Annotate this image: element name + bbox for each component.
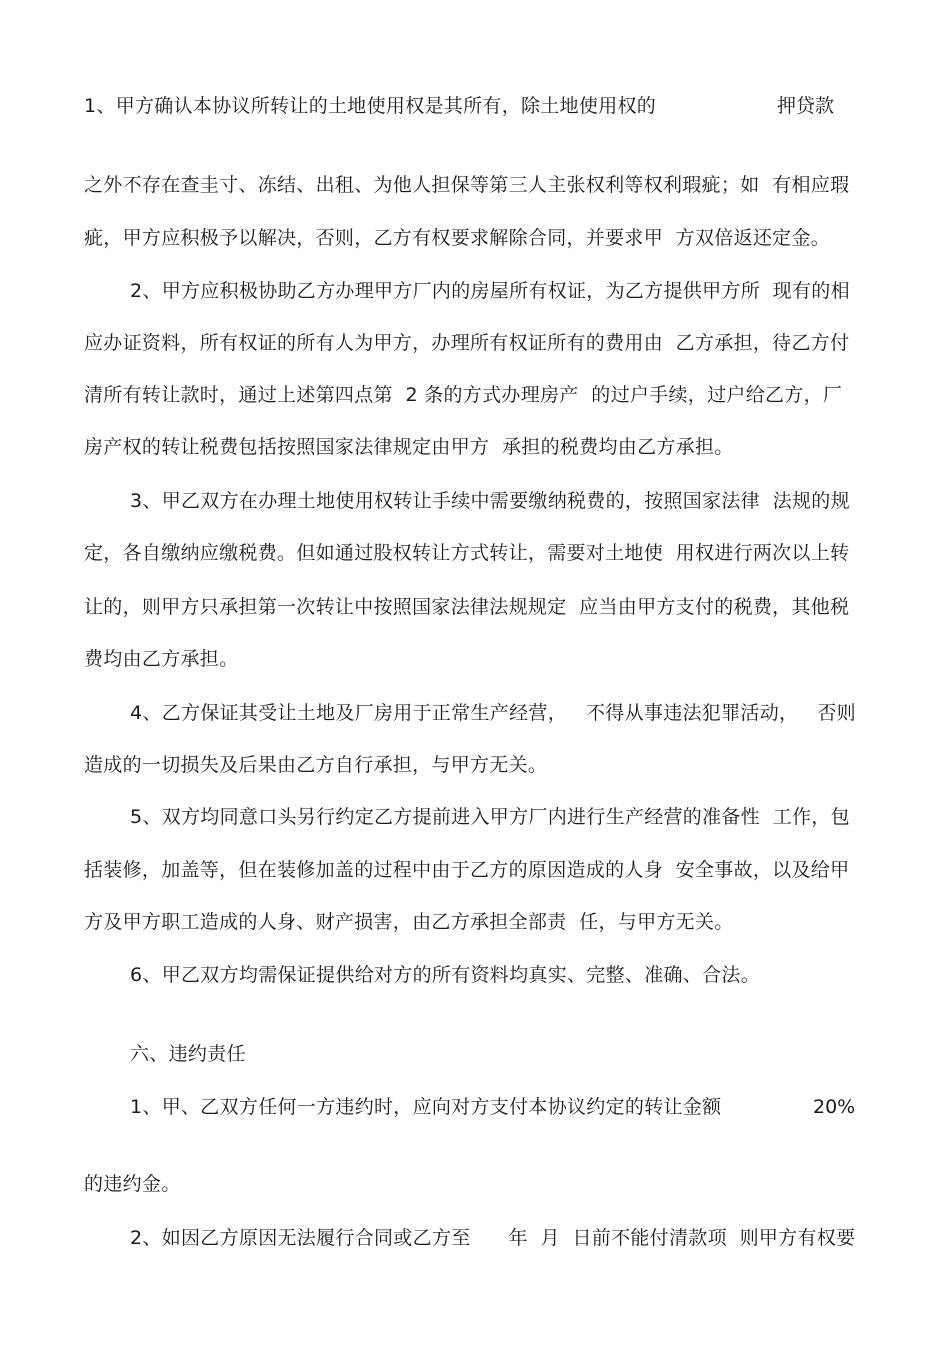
clause-2-line-1: 2、甲方应积极协助乙方办理甲方厂内的房屋所有权证，为乙方提供甲方所 现有的相 <box>130 280 850 302</box>
section-6-item-1-line-1: 1、甲、乙双方任何一方违约时，应向对方支付本协议约定的转让金额 <box>130 1096 722 1118</box>
clause-2-line-4: 房产权的转让税费包括按照国家法律规定由甲方 承担的税费均由乙方承担。 <box>84 436 734 458</box>
clause-2-line-2: 应办证资料，所有权证的所有人为甲方，办理所有权证所有的费用由 乙方承担，待乙方付 <box>84 332 850 354</box>
clause-1-line-1-right: 押贷款 <box>777 95 835 117</box>
clause-1-line-3: 疵，甲方应积极予以解决，否则，乙方有权要求解除合同，并要求甲 方双倍返还定金。 <box>84 227 831 249</box>
section-6-item-1-line-2: 的违约金。 <box>84 1173 181 1195</box>
clause-4-line-1: 4、乙方保证其受让土地及厂房用于正常生产经营， 不得从事违法犯罪活动， 否则 <box>130 702 856 724</box>
section-6-heading: 六、违约责任 <box>130 1043 246 1065</box>
clause-1-line-1: 1、甲方确认本协议所转让的土地使用权是其所有，除土地使用权的 <box>84 95 657 117</box>
section-6-item-2-line-1: 2、如因乙方原因无法履行合同或乙方至 年 月 日前不能付清款项 则甲方有权要 <box>130 1227 856 1249</box>
clause-3-line-3: 让的，则甲方只承担第一次转让中按照国家法律法规规定 应当由甲方支付的税费，其他税 <box>84 596 850 618</box>
clause-3-line-4: 费均由乙方承担。 <box>84 648 239 670</box>
clause-4-line-2: 造成的一切损失及后果由乙方自行承担，与甲方无关。 <box>84 754 548 776</box>
clause-6-line-1: 6、甲乙双方均需保证提供给对方的所有资料均真实、完整、准确、合法。 <box>130 964 760 986</box>
clause-5-line-2: 括装修，加盖等，但在装修加盖的过程中由于乙方的原因造成的人身 安全事故，以及给甲 <box>84 859 850 881</box>
clause-2-line-3: 清所有转让款时，通过上述第四点第 2 条的方式办理房产 的过户手续，过户给乙方，厂 <box>84 384 843 406</box>
clause-5-line-1: 5、双方均同意口头另行约定乙方提前进入甲方厂内进行生产经营的准备性 工作，包 <box>130 806 850 828</box>
clause-3-line-2: 定，各自缴纳应缴税费。但如通过股权转让方式转让，需要对土地使 用权进行两次以上转 <box>84 542 850 564</box>
clause-1-line-2: 之外不存在查圭寸、冻结、出租、为他人担保等第三人主张权利等权利瑕疵；如 有相应瑕 <box>84 174 850 196</box>
clause-5-line-3: 方及甲方职工造成的人身、财产损害，由乙方承担全部责 任，与甲方无关。 <box>84 911 734 933</box>
clause-3-line-1: 3、甲乙双方在办理土地使用权转让手续中需要缴纳税费的，按照国家法律 法规的规 <box>130 490 850 512</box>
section-6-item-1-percentage: 20% <box>813 1096 856 1118</box>
